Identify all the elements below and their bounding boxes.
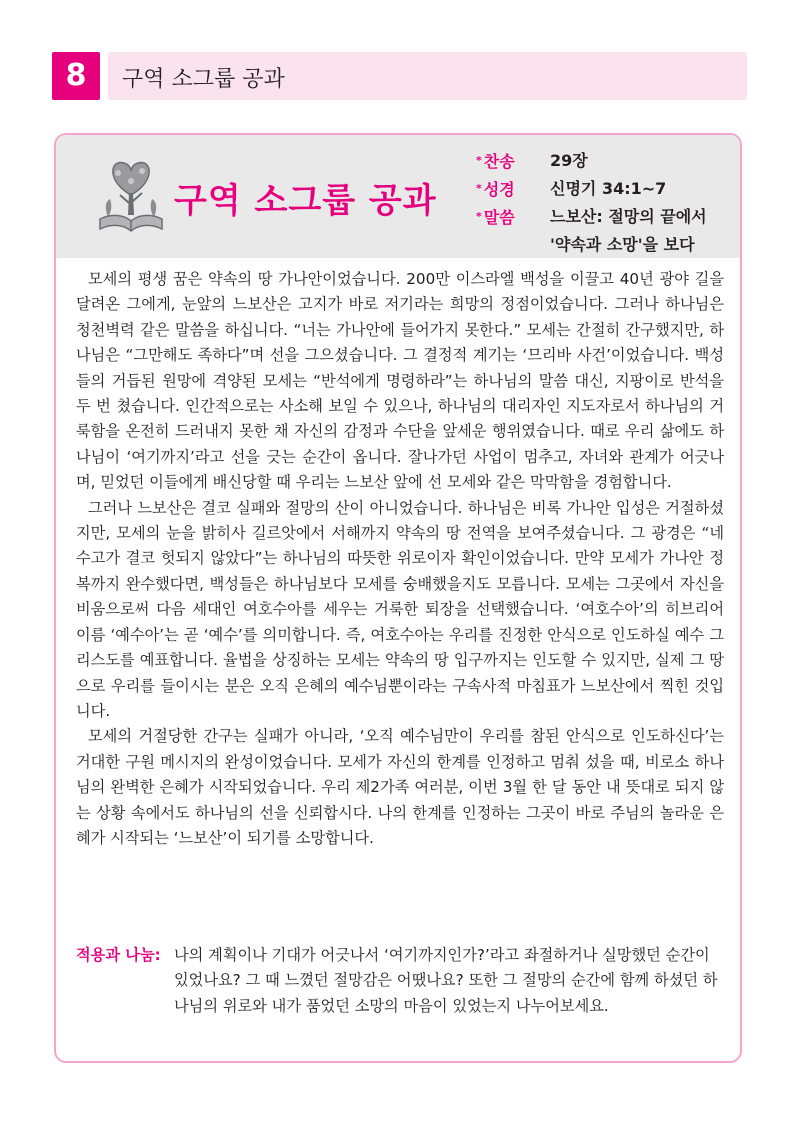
message-value-line1: 느보산: 절망의 끝에서 — [550, 207, 707, 226]
message-label: 말씀 — [483, 208, 515, 227]
bullet-asterisk-icon: * — [476, 182, 482, 195]
hymn-value: 29장 — [550, 151, 588, 170]
section-title-bar — [108, 52, 747, 100]
section-header — [52, 52, 747, 100]
body-paragraph: 그러나 느보산은 결코 실패와 절망의 산이 아니었습니다. 하나님은 비록 가나안 입성은 거절하셨지만, 모세의 눈을 밝히사 길르앗에서 서해까지 약속의 땅 전역을 보여주셨습니다. 그 광경은 “네 수고가 결코 헛되지 않았다”는 하나님의 따뜻한 위로이자 확인이었습니다. 만약 모세가 가나안 정복까지 완수했다면, 백성들은 하나님보다 모세를 숭배했을지도 모릅니다. 모세는 그곳에서 자신을 비움으로써 다음 세대인 여호수아를 세우는 거룩한 퇴장을 선택했습니다. ‘여호수아’의 히브리어 이름 ‘예수아’는 곧 ‘예수’를 의미합니다. 즉, 여호수아는 우리를 진정한 안식으로 인도하실 예수 그리스도를 예표합니다. 율법을 상징하는 모세는 약속의 땅 입구까지는 인도할 수 있지만, 실제 그 땅으로 우리를 들이시는 분은 오직 은혜의 예수님뿐이라는 구속사적 마침표가 느보산에서 찍힌 것입니다. — [76, 498, 724, 720]
body-paragraph: 모세의 거절당한 간구는 실패가 아니라, ‘오직 예수님만이 우리를 참된 안식으로 인도하신다’는 거대한 구원 메시지의 완성이었습니다. 모세가 자신의 한계를 인정하고 멈춰 섰을 때, 비로소 하나님의 완벽한 은혜가 시작되었습니다. 우리 제2가족 여러분, 이번 3월 한 달 동안 내 뜻대로 되지 않는 상황 속에서도 하나님의 선을 신뢰합시다. 나의 한계를 인정하는 그곳이 바로 주님의 놀라운 은혜가 시작되는 ‘느보산’이 되기를 소망합니다. — [76, 727, 724, 847]
body-paragraph: 모세의 평생 꿈은 약속의 땅 가나안이었습니다. 200만 이스라엘 백성을 이끌고 40년 광야 길을 달려온 그에게, 눈앞의 느보산은 고지가 바로 저기라는 희망의 정점이었습니다. 그러나 하나님은 청천벽력 같은 말씀을 하십니다. “너는 가나안에 들어가지 못한다.” 모세는 간절히 간구했지만, 하나님은 “그만해도 족하다”며 선을 그으셨습니다. 그 결정적 계기는 ‘므리바 사건’이었습니다. 백성들의 거듭된 원망에 격양된 모세는 “반석에게 명령하라”는 하나님의 말씀 대신, 지팡이로 반석을 두 번 쳤습니다. 인간적으로는 사소해 보일 수 있으나, 하나님의 대리자인 지도자로서 하나님의 거룩함을 온전히 드러내지 못한 채 자신의 감정과 수단을 앞세운 행위였습니다. 때로 우리 삶에도 하나님이 ‘여기까지’라고 선을 긋는 순간이 옵니다. 잘나가던 사업이 멈추고, 자녀와 관계가 어긋나며, 믿었던 이들에게 배신당할 때 우리는 느보산 앞에 선 모세와 같은 막막함을 경험합니다. — [76, 270, 724, 492]
apply-label: 적용과 나눔: — [76, 946, 161, 964]
hymn-row — [476, 147, 707, 175]
apply-text: 나의 계획이나 기대가 어긋나서 ‘여기까지인가?’라고 좌절하거나 실망했던 순간이 있었나요? 그 때 느꼈던 절망감은 어땠나요? 또한 그 절망의 순간에 함께 하셨던 하나님의 위로와 내가 품었던 소망의 마음이 있었는지 나누어보세요. — [174, 946, 718, 1015]
scripture-label: 성경 — [483, 180, 515, 199]
message-row — [476, 203, 707, 231]
bullet-asterisk-icon: * — [476, 154, 482, 167]
scripture-value: 신명기 34:1~7 — [550, 179, 667, 198]
lesson-body — [76, 267, 724, 851]
section-number: 8 — [52, 52, 100, 100]
scripture-row — [476, 175, 707, 203]
heart-tree-book-icon — [96, 155, 166, 235]
lesson-title: 구역 소그룹 공과 — [174, 181, 437, 221]
hymn-label: 찬송 — [483, 152, 515, 171]
lesson-card — [54, 133, 742, 1063]
apply-section — [76, 943, 724, 1019]
lesson-info — [476, 147, 707, 258]
section-title: 구역 소그룹 공과 — [122, 67, 285, 92]
message-value-line2: '약속과 소망'을 보다 — [550, 235, 695, 254]
bullet-asterisk-icon: * — [476, 210, 482, 223]
lesson-card-header — [56, 135, 740, 258]
